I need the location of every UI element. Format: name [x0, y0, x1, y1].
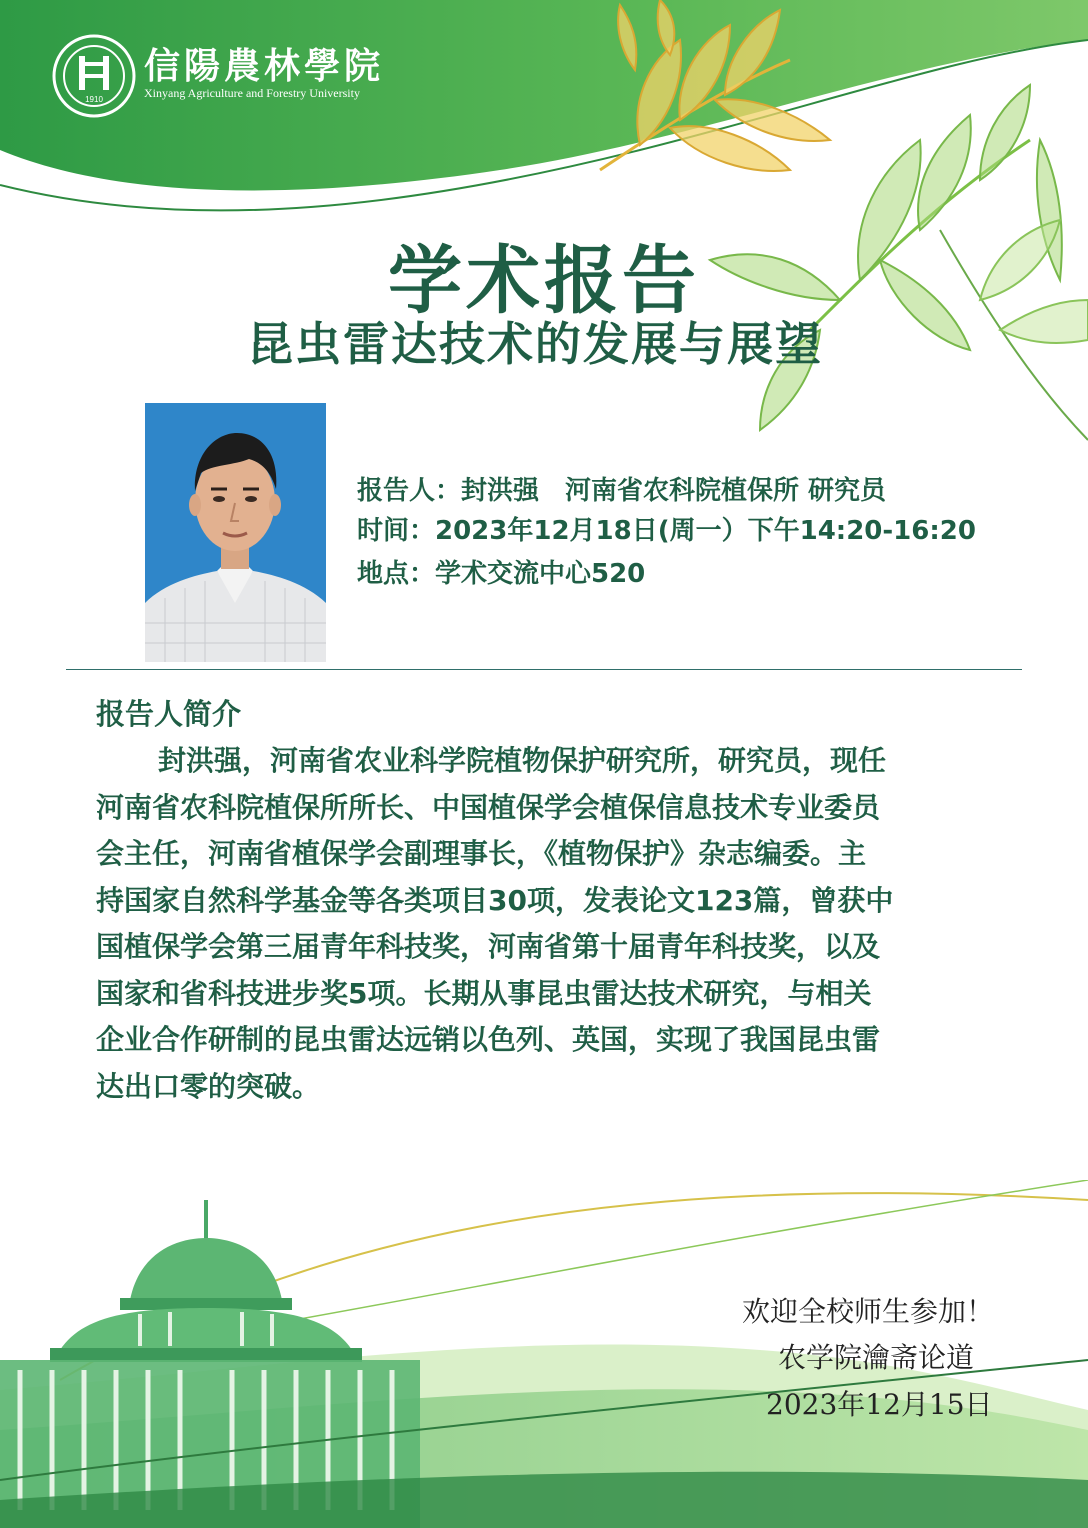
bio-line: 封洪强，河南省农业科学院植物保护研究所，研究员，现任 [158, 744, 887, 777]
report-topic: 昆虫雷达技术的发展与展望 [247, 317, 823, 371]
speaker-info: 报告人：封洪强 河南省农科院植保所 研究员 [357, 476, 887, 506]
bio-line: 会主任，河南省植保学会副理事长，《植物保护》杂志编委。主 [96, 837, 867, 870]
welcome-text: 欢迎全校师生参加！ [742, 1295, 995, 1328]
divider [66, 669, 1022, 670]
bio-heading: 报告人简介 [96, 697, 242, 731]
location-info: 地点：学术交流中心520 [357, 559, 646, 589]
bio-line: 持国家自然科学基金等各类项目30项，发表论文123篇，曾获中 [96, 883, 894, 917]
bio-line: 国家和省科技进步奖5项。长期从事昆虫雷达技术研究，与相关 [96, 976, 872, 1010]
organizer-text: 农学院瀹斋论道 [778, 1341, 975, 1374]
university-seal-icon [52, 34, 136, 118]
seal-year: 1910 [85, 95, 103, 104]
bio-line: 国植保学会第三届青年科技奖，河南省第十届青年科技奖，以及 [96, 930, 881, 963]
bio-line: 达出口零的突破。 [96, 1069, 321, 1103]
time-info: 时间：2023年12月18日(周一）下午14:20-16:20 [357, 516, 976, 546]
speaker-photo [145, 403, 326, 662]
issue-date: 2023年12月15日 [766, 1388, 993, 1421]
university-name-english: Xinyang Agriculture and Forestry University [144, 86, 360, 100]
university-name: 信陽農林學院 [144, 45, 385, 87]
report-title: 学术报告 [388, 238, 700, 324]
bio-line: 河南省农科院植保所所长、中国植保学会植保信息技术专业委员 [96, 790, 881, 824]
bio-line: 企业合作研制的昆虫雷达远销以色列、英国，实现了我国昆虫雷 [96, 1023, 881, 1056]
bio-paragraph [96, 738, 1026, 1110]
